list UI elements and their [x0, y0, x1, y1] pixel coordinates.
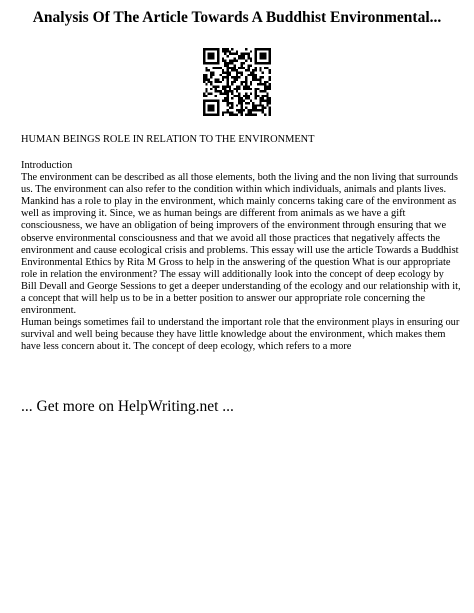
qr-code-graphic — [203, 48, 271, 116]
section-heading: HUMAN BEINGS ROLE IN RELATION TO THE ENVIRONMENT — [21, 134, 315, 145]
body-paragraph-1: The environment can be described as all those elements, both the living and the non living that surrounds us. The environment can also refer to the condition within which individuals, animals and plants lives. Mankind has a role to play in the environment, which mainly concerns taking care of the environment as well as improving it. Since, we as human beings are different from animals as we have a gift consciousness, we have an obligation of being improvers of the environment through ensuring that we observe environmental consciousness and that we avoid all those practices that negatively affects the environment and cause ecological crisis and problems. This essay will use the article Towards a Buddhist Environmental Ethics by Rita M Gross to help in the answering of the question What is our appropriate role in relation the environment? The essay will additionally look into the concept of deep ecology by Bill Devall and George Sessions to get a deeper understanding of the ecology and our relationship with it, a concept that will help us to be in a better position to answer our appropriate role concerning the environment. — [21, 172, 461, 317]
get-more-link[interactable]: ... Get more on HelpWriting.net ... — [21, 398, 234, 415]
document-title: Analysis Of The Article Towards A Buddhist Environmental... — [32, 9, 442, 26]
section-label: Introduction — [21, 160, 73, 171]
qr-code-icon[interactable] — [203, 48, 271, 116]
document-body — [21, 160, 461, 354]
body-paragraph-2: Human beings sometimes fail to understand the important role that the environment plays in ensuring our survival and well being because they have little knowledge about the environment, which makes them have less concern about it. The concept of deep ecology, which refers to a more — [21, 317, 460, 353]
